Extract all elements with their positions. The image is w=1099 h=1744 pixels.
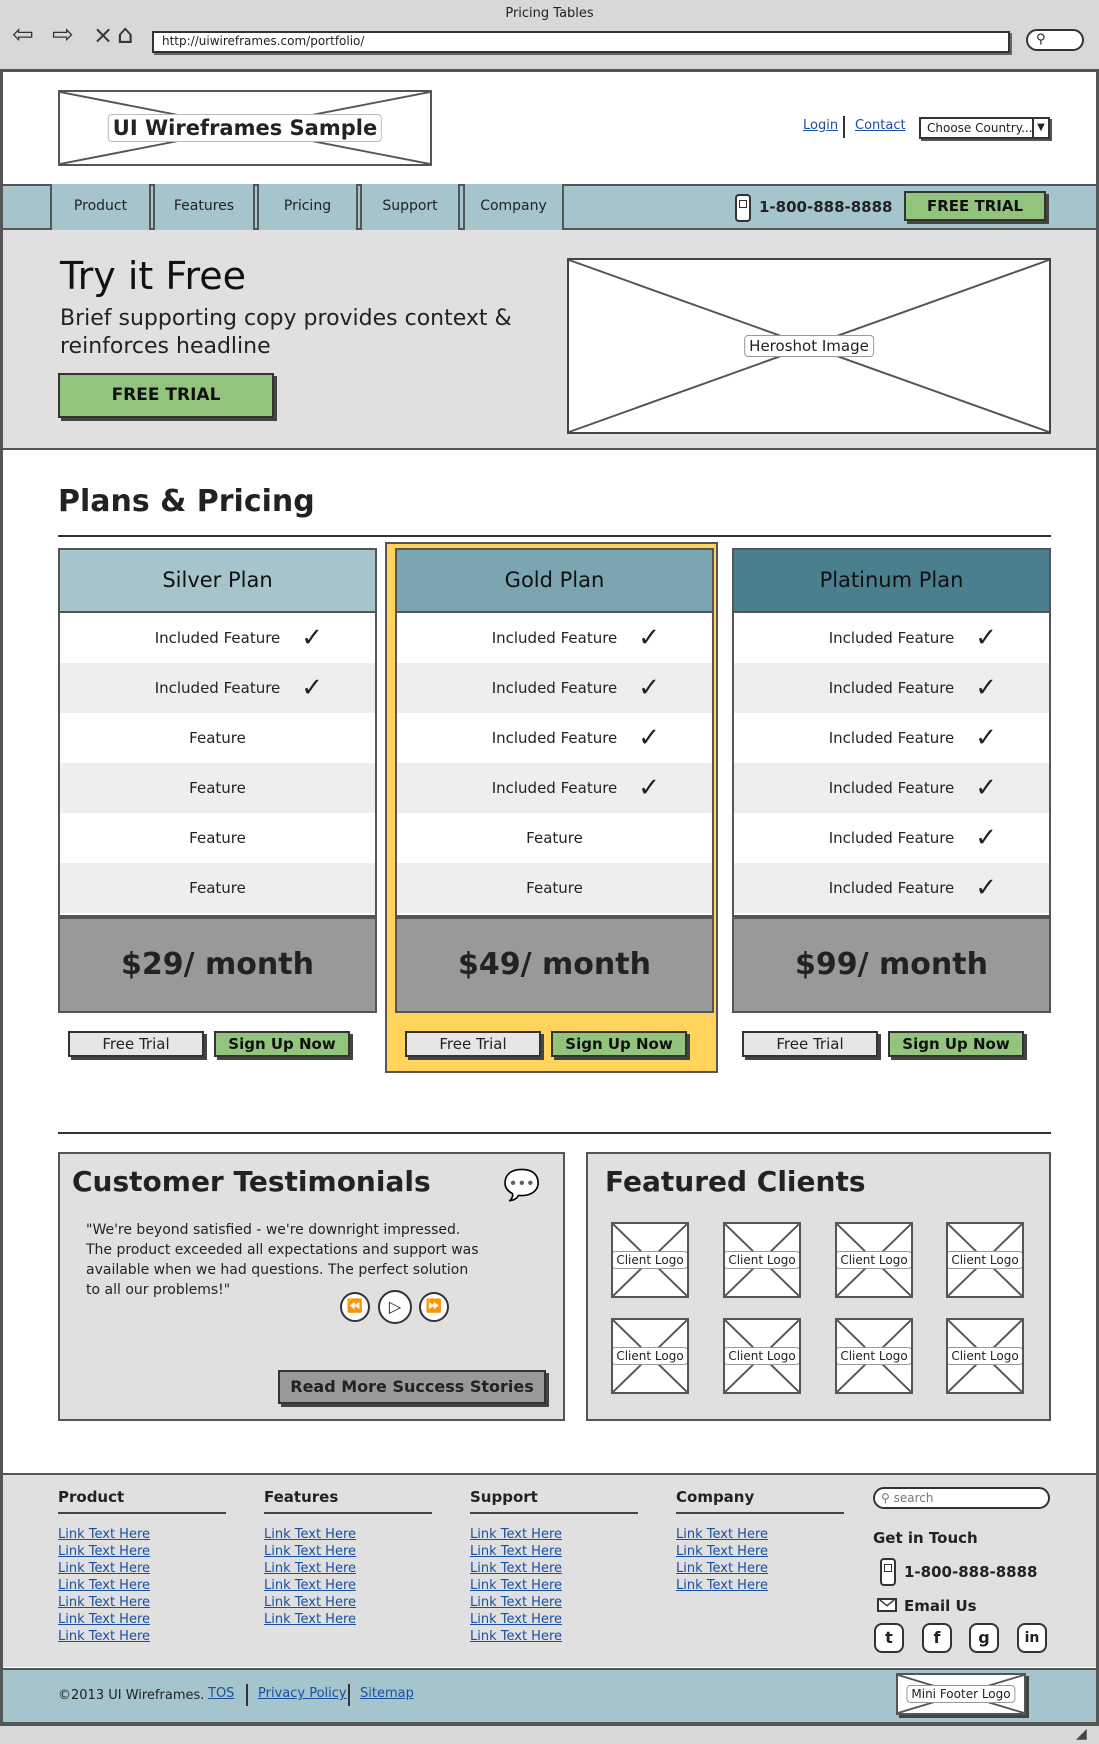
plan-header	[732, 548, 1051, 613]
link-divider	[348, 1684, 350, 1706]
pricing-title: Plans & Pricing	[58, 484, 315, 519]
check-icon: ✓	[638, 773, 660, 803]
footer-link[interactable]: Link Text Here	[264, 1527, 357, 1542]
client-logo[interactable]	[611, 1222, 689, 1298]
chevron-down-icon: ▼	[1032, 119, 1048, 137]
mini-footer-logo[interactable]	[896, 1673, 1026, 1715]
footer-link[interactable]: Link Text Here	[676, 1561, 769, 1576]
footer-link[interactable]: Link Text Here	[264, 1561, 357, 1576]
client-logo[interactable]	[946, 1222, 1024, 1298]
footer-column-heading: Features	[264, 1488, 339, 1506]
check-icon: ✓	[638, 623, 660, 653]
footer-divider	[58, 1512, 226, 1514]
client-logo[interactable]	[611, 1318, 689, 1394]
plan-header	[58, 548, 377, 613]
site-logo[interactable]	[58, 90, 432, 166]
plan-features	[395, 613, 714, 917]
footer-link[interactable]: Link Text Here	[470, 1544, 563, 1559]
footer-phone: 1-800-888-8888	[904, 1563, 1038, 1581]
tab-company[interactable]: Company	[463, 184, 564, 230]
play-icon[interactable]: ▷	[378, 1290, 412, 1324]
tab-pricing[interactable]: Pricing	[257, 184, 358, 230]
feature-label: Feature	[526, 879, 583, 897]
sitemap-link[interactable]: Sitemap	[360, 1686, 414, 1701]
plan-price-value: $29/ month	[121, 947, 314, 982]
footer-link[interactable]: Link Text Here	[676, 1527, 769, 1542]
footer-link[interactable]: Link Text Here	[264, 1595, 357, 1610]
footer-divider	[264, 1512, 432, 1514]
phone-icon	[880, 1558, 896, 1586]
check-icon: ✓	[301, 673, 323, 703]
plan-feature-row	[397, 613, 712, 663]
plan-feature-row	[734, 763, 1049, 813]
check-icon: ✓	[975, 723, 997, 753]
country-select-value: Choose Country...	[927, 121, 1033, 135]
check-icon: ✓	[975, 823, 997, 853]
footer-link-list	[58, 1526, 150, 1645]
plan-feature-row	[60, 663, 375, 713]
footer-divider	[470, 1512, 638, 1514]
footer-link[interactable]: Link Text Here	[470, 1612, 563, 1627]
feature-label: Feature	[189, 779, 246, 797]
plan-feature-row	[60, 813, 375, 863]
hero-copy: Brief supporting copy provides context & reinforces headline	[60, 306, 512, 359]
footer-link[interactable]: Link Text Here	[470, 1561, 563, 1576]
testimonial-quote: "We're beyond satisfied - we're downright impressed. The product exceeded all expectations and support was available when we had questions. The perfect solution to all our problems!"	[86, 1222, 479, 1298]
plan-feature-row	[60, 763, 375, 813]
check-icon: ✓	[301, 623, 323, 653]
plan-feature-row	[60, 613, 375, 663]
feature-label: Included Feature	[828, 879, 955, 897]
sign-up-button[interactable]: Sign Up Now	[888, 1031, 1024, 1057]
section-divider	[58, 535, 1051, 537]
link-divider	[843, 116, 845, 138]
tos-link[interactable]: TOS	[208, 1686, 235, 1701]
footer-column-heading: Company	[676, 1488, 755, 1506]
footer-link[interactable]: Link Text Here	[58, 1561, 151, 1576]
footer-link[interactable]: Link Text Here	[470, 1629, 563, 1644]
client-logo-label: Client Logo	[946, 1347, 1023, 1365]
feature-label: Included Feature	[828, 729, 955, 747]
plan-name: Silver Plan	[162, 568, 273, 592]
feature-label: Included Feature	[154, 629, 281, 647]
feature-label: Feature	[189, 879, 246, 897]
footer-link[interactable]: Link Text Here	[58, 1629, 151, 1644]
client-logo-label: Client Logo	[946, 1251, 1023, 1269]
plan-price	[58, 917, 377, 1013]
client-logo[interactable]	[946, 1318, 1024, 1394]
client-logo[interactable]	[835, 1318, 913, 1394]
testimonials-title: Customer Testimonials	[72, 1165, 431, 1198]
footer-link-list	[676, 1526, 768, 1594]
mini-footer-logo-label: Mini Footer Logo	[906, 1685, 1015, 1703]
check-icon: ✓	[975, 673, 997, 703]
footer-link[interactable]: Link Text Here	[58, 1595, 151, 1610]
footer-divider	[676, 1512, 844, 1514]
plan-feature-row	[397, 863, 712, 913]
linkedin-icon[interactable]: in	[1017, 1623, 1047, 1653]
plan-feature-row	[734, 863, 1049, 913]
client-logo-label: Client Logo	[835, 1347, 912, 1365]
feature-label: Included Feature	[491, 679, 618, 697]
section-divider	[58, 1132, 1051, 1134]
plan-feature-row	[734, 613, 1049, 663]
hero-headline: Try it Free	[60, 254, 246, 298]
link-divider	[246, 1684, 248, 1706]
client-logo[interactable]	[723, 1222, 801, 1298]
feature-label: Feature	[526, 829, 583, 847]
mail-icon	[877, 1598, 897, 1612]
chat-icon: 💬	[503, 1168, 541, 1203]
read-more-button[interactable]: Read More Success Stories	[278, 1370, 546, 1404]
close-icon[interactable]: ×	[93, 21, 114, 49]
feature-label: Feature	[189, 829, 246, 847]
plan-price	[395, 917, 714, 1013]
hero-cta-button[interactable]: FREE TRIAL	[58, 373, 274, 418]
free-trial-button[interactable]: Free Trial	[405, 1031, 541, 1057]
footer-link[interactable]: Link Text Here	[264, 1612, 357, 1627]
plan-feature-row	[397, 763, 712, 813]
client-logo[interactable]	[835, 1222, 913, 1298]
client-logo-label: Client Logo	[611, 1347, 688, 1365]
check-icon: ✓	[975, 773, 997, 803]
client-logo-label: Client Logo	[611, 1251, 688, 1269]
home-icon[interactable]: ⌂	[117, 20, 134, 50]
forward-icon[interactable]: ⇨	[52, 20, 74, 50]
nav-phone: 1-800-888-8888	[759, 198, 893, 216]
google-icon[interactable]: g	[969, 1623, 999, 1653]
login-link[interactable]: Login	[803, 118, 839, 133]
footer-link[interactable]: Link Text Here	[58, 1544, 151, 1559]
window-title: Pricing Tables	[505, 6, 594, 21]
twitter-icon[interactable]: t	[874, 1623, 904, 1653]
sign-up-button[interactable]: Sign Up Now	[551, 1031, 687, 1057]
footer-link[interactable]: Link Text Here	[264, 1544, 357, 1559]
country-select[interactable]	[919, 117, 1050, 139]
free-trial-button[interactable]: Free Trial	[742, 1031, 878, 1057]
nav-free-trial-button[interactable]: FREE TRIAL	[904, 191, 1046, 221]
feature-label: Included Feature	[154, 679, 281, 697]
footer-link[interactable]: Link Text Here	[470, 1578, 563, 1593]
footer-link[interactable]: Link Text Here	[470, 1527, 563, 1542]
plan-price-value: $49/ month	[458, 947, 651, 982]
status-bar	[0, 1724, 1099, 1744]
footer-link[interactable]: Link Text Here	[58, 1612, 151, 1627]
hero-image-label: Heroshot Image	[744, 335, 874, 357]
hero-image	[567, 258, 1051, 434]
contact-link[interactable]: Contact	[855, 118, 906, 133]
plan-feature-row	[397, 663, 712, 713]
footer-link-list	[264, 1526, 356, 1628]
phone-icon	[735, 194, 751, 222]
facebook-icon[interactable]: f	[922, 1623, 952, 1653]
plan-feature-row	[397, 813, 712, 863]
plan-features	[732, 613, 1051, 917]
plan-feature-row	[734, 663, 1049, 713]
plan-feature-row	[397, 713, 712, 763]
plan-feature-row	[734, 713, 1049, 763]
free-trial-button[interactable]: Free Trial	[68, 1031, 204, 1057]
resize-grip-icon[interactable]: ◢	[1076, 1726, 1087, 1742]
check-icon: ✓	[975, 873, 997, 903]
plan-header	[395, 548, 714, 613]
footer-link-list	[470, 1526, 562, 1645]
client-logo-label: Client Logo	[723, 1251, 800, 1269]
plan-feature-row	[60, 863, 375, 913]
client-logo-label: Client Logo	[835, 1251, 912, 1269]
browser-search[interactable]	[1026, 29, 1084, 51]
feature-label: Included Feature	[491, 729, 618, 747]
footer-link[interactable]: Link Text Here	[58, 1527, 151, 1542]
tab-features[interactable]: Features	[153, 184, 255, 230]
tab-product[interactable]: Product	[50, 184, 151, 230]
back-icon[interactable]: ⇦	[12, 20, 34, 50]
client-logo-label: Client Logo	[723, 1347, 800, 1365]
feature-label: Included Feature	[828, 829, 955, 847]
footer-column-heading: Product	[58, 1488, 125, 1506]
footer-link[interactable]: Link Text Here	[264, 1578, 357, 1593]
plan-feature-row	[734, 813, 1049, 863]
url-bar[interactable]: http://uiwireframes.com/portfolio/	[152, 31, 1010, 53]
check-icon: ✓	[975, 623, 997, 653]
plan-feature-row	[60, 713, 375, 763]
footer-column-heading: Support	[470, 1488, 538, 1506]
plan-price-value: $99/ month	[795, 947, 988, 982]
footer-link[interactable]: Link Text Here	[58, 1578, 151, 1593]
footer-link[interactable]: Link Text Here	[470, 1595, 563, 1610]
feature-label: Feature	[189, 729, 246, 747]
tab-support[interactable]: Support	[360, 184, 460, 230]
clients-title: Featured Clients	[605, 1165, 866, 1198]
footer-email-link[interactable]: Email Us	[904, 1597, 977, 1615]
prev-icon[interactable]: ⏪	[340, 1292, 370, 1322]
footer-search-placeholder: search	[893, 1491, 934, 1505]
copyright: ©2013 UI Wireframes.	[58, 1688, 205, 1703]
feature-label: Included Feature	[491, 629, 618, 647]
get-in-touch-heading: Get in Touch	[873, 1529, 978, 1547]
privacy-link[interactable]: Privacy Policy	[258, 1686, 347, 1701]
plan-price	[732, 917, 1051, 1013]
plan-name: Platinum Plan	[819, 568, 964, 592]
plan-name: Gold Plan	[504, 568, 605, 592]
footer-link[interactable]: Link Text Here	[676, 1544, 769, 1559]
plan-features	[58, 613, 377, 917]
feature-label: Included Feature	[828, 629, 955, 647]
feature-label: Included Feature	[828, 779, 955, 797]
logo-label: UI Wireframes Sample	[108, 114, 382, 142]
feature-label: Included Feature	[491, 779, 618, 797]
client-logo[interactable]	[723, 1318, 801, 1394]
check-icon: ✓	[638, 673, 660, 703]
feature-label: Included Feature	[828, 679, 955, 697]
footer-search-input[interactable]: ⚲ search	[873, 1487, 1050, 1509]
check-icon: ✓	[638, 723, 660, 753]
sign-up-button[interactable]: Sign Up Now	[214, 1031, 350, 1057]
next-icon[interactable]: ⏩	[419, 1292, 449, 1322]
footer-link[interactable]: Link Text Here	[676, 1578, 769, 1593]
search-icon: ⚲	[1036, 32, 1046, 47]
